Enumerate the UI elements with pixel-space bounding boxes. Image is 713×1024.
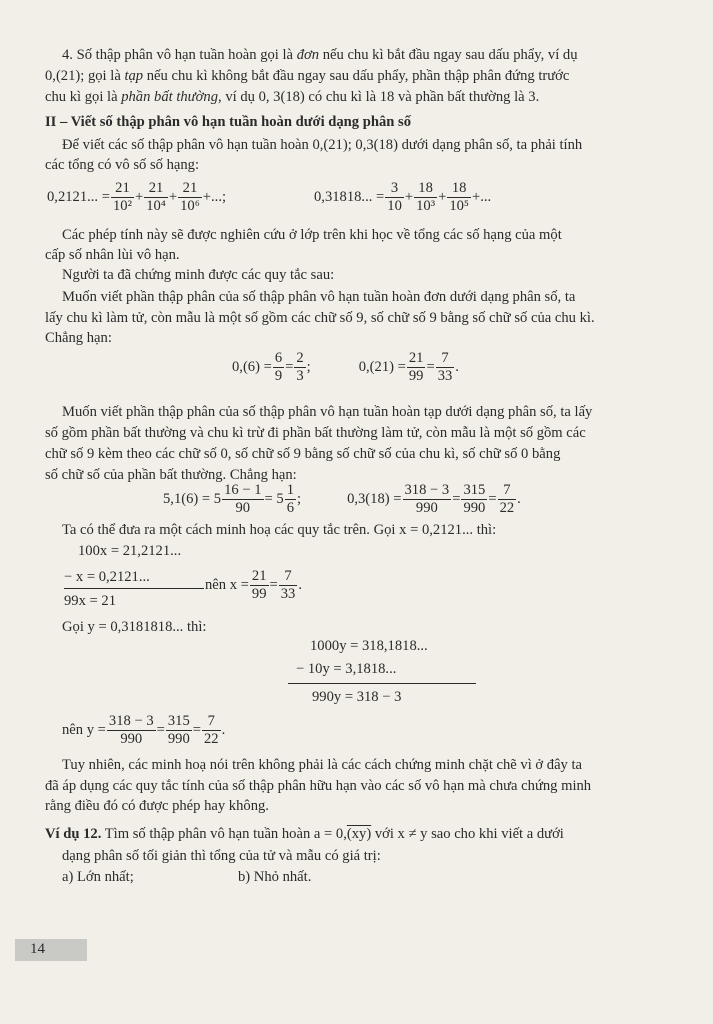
pure-line1: Muốn viết phần thập phân của số thập phân vô hạn tuần hoàn đơn dưới dạng phân số, ta [62,289,576,305]
eq-text: ; [297,491,302,507]
text: chu kì gọi là [45,89,122,105]
num: 18 [414,180,437,198]
den: 990 [463,500,486,516]
num: 7 [436,350,455,368]
num: 318 − 3 [404,482,450,498]
fraction [403,482,452,517]
eq-text: +... [472,189,492,205]
para-4-line3 [45,88,539,106]
den: 9 [274,368,283,384]
num: 2 [296,350,304,366]
para-4-line1 [62,46,578,64]
fraction [414,180,437,215]
y-line2: − 10y = 3,1818... [296,661,397,677]
text: Tìm số thập phân vô hạn tuần hoàn a = 0, [101,826,347,842]
example-12-line1 [45,825,564,843]
num: 315 [463,482,486,498]
fraction [111,180,134,215]
eq-text: . [455,359,459,375]
num: 6 [274,350,283,366]
den: 6 [286,500,294,516]
example-12-option-a: a) Lớn nhất; [62,869,134,885]
fraction [461,482,487,517]
y-result: nên y = $\frac{318 - 3}{990}$ = $\frac{315}{990}$ = $\frac{7}{22}$ . [62,713,226,747]
eq-text: +...; [202,189,227,205]
repeating-digits: (xy) [346,826,372,842]
term-don: đơn [296,47,320,63]
fraction [498,482,517,517]
example-pure: 0,(6) = $\frac{6}{9}$ = $\frac{2}{3}$ ; 0,(21) = $\frac{21}{99}$ = $\frac{7}{33}$ . [232,350,459,384]
y-intro: Gọi y = 0,3181818... thì: [62,619,207,635]
eq-text: 0,(6) = [232,359,272,375]
fraction [273,350,284,385]
eq-text: nên y = [62,722,106,738]
fraction [250,568,269,603]
den: 10³ [416,198,436,214]
however-line1: Tuy nhiên, các minh hoạ nói trên không phải là các cách chứng minh chặt chẽ vì ở đây ta [62,757,583,773]
section-heading: II – Viết số thập phân vô hạn tuần hoàn dưới dạng phân số [45,114,412,130]
den: 10⁶ [180,198,200,214]
intro-line2: các tổng có vô số số hạng: [45,157,200,173]
den: 22 [499,500,515,516]
fraction [294,350,305,385]
fraction [202,713,221,748]
den: 10⁵ [449,198,469,214]
text: nếu chu kì không bắt đầu ngay sau dấu phẩy, phần thập phân đứng trước [143,68,570,84]
text: 0,(21); gọi là [45,68,125,84]
example-mixed: 5,1(6) = 5 $\frac{16 - 1}{90}$ = 5 $\frac{1}{6}$ ; 0,3(18) = $\frac{318 - 3}{990}$ = $\frac{315}{990}$ = $\frac{7}{22}$ . [163,482,521,516]
eq-text: . [221,722,226,738]
page-number-tab [15,939,87,961]
eq-text: 0,31818... = [314,189,385,205]
pure-line2: lấy chu kì làm tử, còn mẫu là một số gồm các chữ số 9, số chữ số 9 bằng số chữ số của chu kì. [45,310,595,326]
fraction [385,180,404,215]
num: 18 [447,180,471,198]
num: 318 − 3 [108,713,154,729]
term-bat-thuong: phần bất thường [121,89,219,105]
fraction [279,568,298,603]
den: 99 [251,586,267,602]
para-4-line2 [45,67,569,85]
den: 990 [120,731,143,747]
example-label: Ví dụ 12. [45,826,102,842]
fraction [166,713,192,748]
mixed-line3: chữ số 9 kèm theo các chữ số 0, số chữ số 9 bằng số chữ số của chu kì, số chữ số 0 bằng [45,446,561,462]
calc-line1: Các phép tính này sẽ được nghiên cứu ở lớp trên khi học về tổng các số hạng của một [62,227,562,243]
x-line3: 99x = 21 [64,593,117,609]
den: 10⁴ [146,198,166,214]
eq-text: 5,1(6) = 5 [163,491,222,507]
den: 10 [387,198,402,214]
eq-text: 0,(21) = [358,359,406,375]
intro-line1: Để viết các số thập phân vô hạn tuần hoàn 0,(21); 0,3(18) dưới dạng phân số, ta phải tính [62,137,583,153]
den: 990 [415,500,438,516]
rules-line: Người ta đã chứng minh được các quy tắc sau: [62,267,335,283]
sum-equation-2: 0,31818... = $\frac{3}{10}$ + $\frac{18}{\text{10³}}$ + $\frac{18}{\text{10⁵}}$ +... [314,180,492,214]
example-12-option-b: b) Nhỏ nhất. [238,869,312,885]
eq-text: = 5 [264,491,284,507]
text: nếu chu kì bắt đầu ngay sau dấu phẩy, ví dụ [319,47,578,63]
den: 33 [280,586,296,602]
text: 4. Số thập phân vô hạn tuần hoàn gọi là [62,47,297,63]
num: 7 [202,713,221,731]
den: 10² [112,198,132,214]
den: 990 [167,731,190,747]
num: 21 [251,568,267,584]
pure-line3: Chẳng hạn: [45,330,112,346]
y-rule [288,683,476,684]
num: 7 [279,568,298,586]
calc-line2: cấp số nhân lùi vô hạn. [45,247,180,263]
however-line2: đã áp dụng các quy tắc tính của số thập phân hữu hạn vào các số vô hạn mà chưa chứng minh [45,778,592,794]
mixed-line1: Muốn viết phần thập phân của số thập phân vô hạn tuần hoàn tạp dưới dạng phân số, ta lấy [62,404,593,420]
num: 7 [498,482,517,500]
fraction [178,180,202,215]
x-line1: 100x = 21,2121... [78,543,182,559]
num: 16 − 1 [224,482,262,498]
term-tap: tạp [124,68,144,84]
x-line2: − x = 0,2121... [64,569,150,585]
num: 21 [408,350,424,366]
sum-equation-1: 0,2121... = $\frac{21}{\text{10²}}$ + $\frac{21}{\text{10⁴}}$ + $\frac{21}{\text{10⁶}}$ +...; [47,180,227,214]
text: với x ≠ y sao cho khi viết a dưới [371,826,564,842]
eq-text: ; [306,359,311,375]
num: 21 [111,180,134,198]
num: 1 [286,482,294,498]
den: 33 [437,368,453,384]
y-line1: 1000y = 318,1818... [310,638,428,654]
fraction [447,180,471,215]
fraction [436,350,455,385]
y-line3: 990y = 318 − 3 [312,689,402,705]
num: 315 [167,713,190,729]
x-rule [64,588,204,589]
den: 99 [408,368,424,384]
eq-text: 0,3(18) = [347,491,402,507]
fraction [222,482,263,517]
x-result: nên x = $\frac{21}{99}$ = $\frac{7}{33}$ . [205,568,302,602]
den: 22 [203,731,219,747]
den: 3 [296,368,304,384]
mixed-line4: số chữ số của phần bất thường. Chẳng hạn: [45,467,297,483]
num: 3 [385,180,404,198]
eq-text: . [517,491,521,507]
fraction [107,713,156,748]
den: 90 [235,500,251,516]
eq-text: 0,2121... = [47,189,110,205]
fraction [144,180,168,215]
however-line3: rằng điều đó có được phép hay không. [45,798,269,814]
fraction [407,350,426,385]
mixed-line2: số gồm phần bất thường và chu kì trừ đi phần bất thường làm tử, còn mẫu là một số gồm các [45,425,586,441]
fraction [285,482,296,517]
example-12-line2: dạng phân số tối giản thì tổng của tử và mẫu có giá trị: [62,848,381,864]
eq-text: . [298,577,302,593]
num: 21 [178,180,202,198]
eq-text: nên x = [205,577,249,593]
num: 21 [144,180,168,198]
illus-line: Ta có thể đưa ra một cách minh hoạ các quy tắc trên. Gọi x = 0,2121... thì: [62,522,497,538]
text: , ví dụ 0, 3(18) có chu kì là 18 và phần bất thường là 3. [218,89,540,105]
page-number: 14 [30,941,45,957]
